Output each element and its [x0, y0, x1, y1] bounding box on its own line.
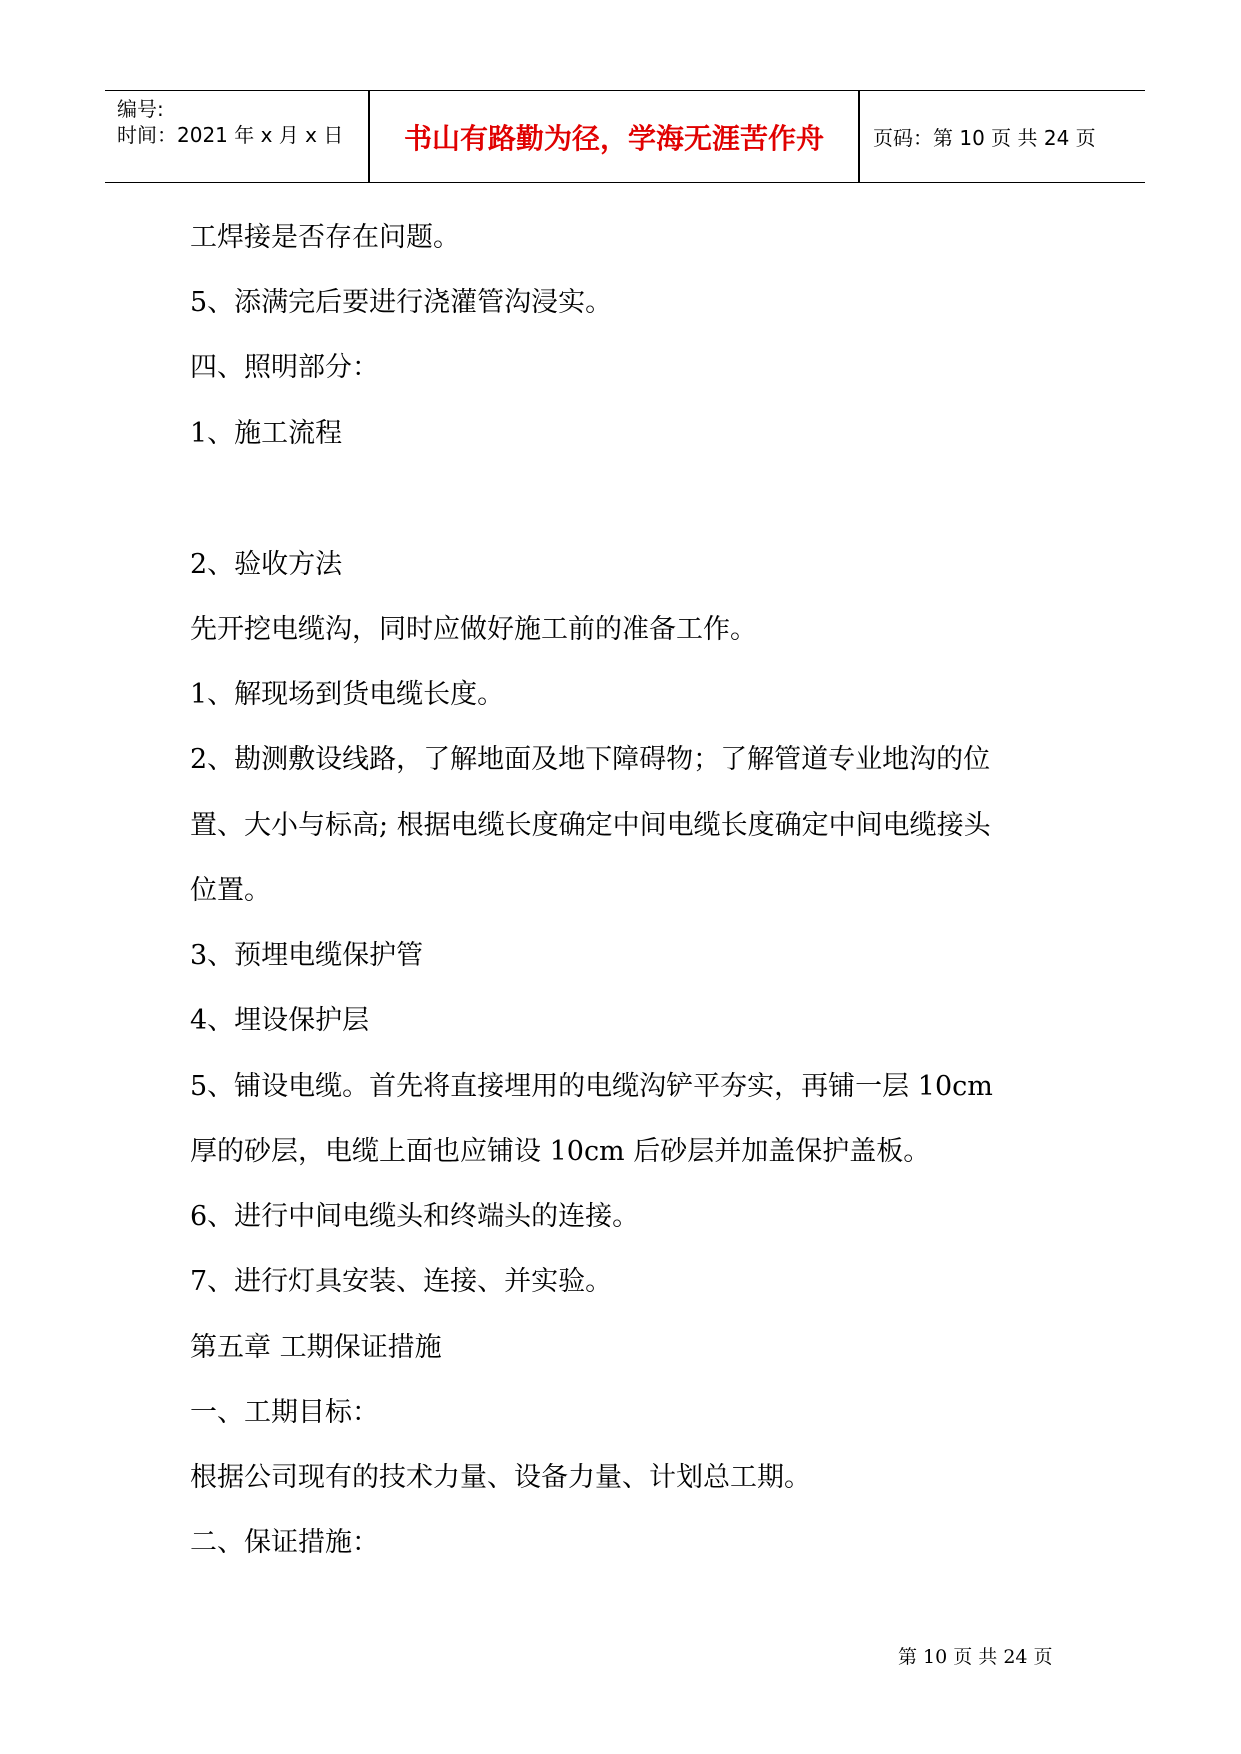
paragraph-line: 四、照明部分：	[190, 352, 379, 383]
header-divider	[858, 91, 860, 182]
paragraph-line: 7、进行灯具安装、连接、并实验。	[190, 1266, 613, 1297]
section-heading: 第五章 工期保证措施	[190, 1332, 442, 1363]
header-page-number: 页码：第 10 页 共 24 页	[873, 126, 1096, 150]
paragraph-line: 2、验收方法	[190, 549, 343, 580]
page-footer-number: 第 10 页 共 24 页	[898, 1646, 1053, 1668]
doc-time-label: 时间：2021 年 x 月 x 日	[117, 123, 344, 147]
paragraph-line: 厚的砂层，电缆上面也应铺设 10cm 后砂层并加盖保护盖板。	[190, 1136, 931, 1167]
paragraph-line: 3、预埋电缆保护管	[190, 940, 424, 971]
paragraph-line: 1、解现场到货电缆长度。	[190, 679, 505, 710]
paragraph-line: 6、进行中间电缆头和终端头的连接。	[190, 1201, 640, 1232]
paragraph-line: 4、埋设保护层	[190, 1005, 370, 1036]
paragraph-line: 2、勘测敷设线路，了解地面及地下障碍物；了解管道专业地沟的位	[190, 744, 991, 775]
paragraph-line: 工焊接是否存在问题。	[190, 222, 460, 253]
header-motto: 书山有路勤为径，学海无涯苦作舟	[403, 121, 824, 155]
paragraph-line: 1、施工流程	[190, 418, 343, 449]
paragraph-line: 根据公司现有的技术力量、设备力量、计划总工期。	[190, 1462, 811, 1493]
paragraph-line: 二、保证措施：	[190, 1527, 379, 1558]
paragraph-line: 5、添满完后要进行浇灌管沟浸实。	[190, 287, 613, 318]
doc-code-label: 编号:	[117, 97, 164, 121]
paragraph-line: 先开挖电缆沟，同时应做好施工前的准备工作。	[190, 614, 757, 645]
page-header	[105, 90, 1145, 183]
paragraph-line: 一、工期目标：	[190, 1397, 379, 1428]
header-meta	[117, 91, 372, 182]
paragraph-line: 5、铺设电缆。首先将直接埋用的电缆沟铲平夯实，再铺一层 10cm	[190, 1071, 993, 1102]
paragraph-line: 置、大小与标高; 根据电缆长度确定中间电缆长度确定中间电缆接头	[190, 810, 991, 841]
paragraph-line: 位置。	[190, 875, 271, 906]
